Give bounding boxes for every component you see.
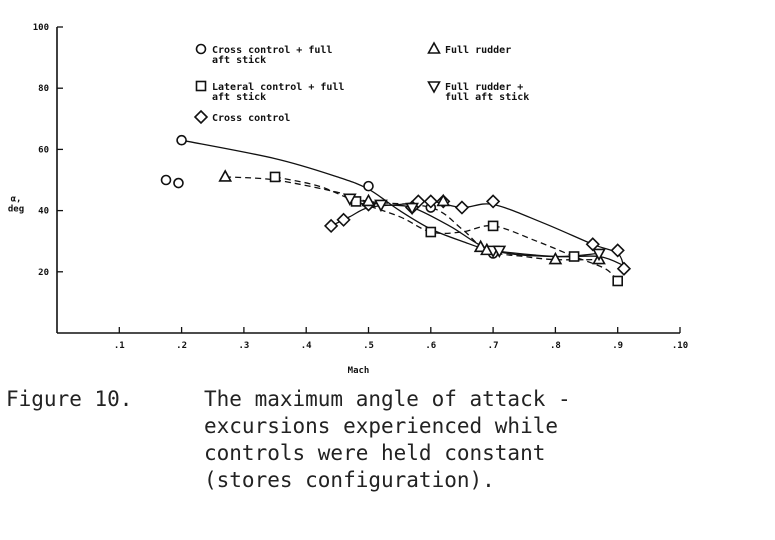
series-curve-1 (182, 140, 624, 266)
x-tick-label: .5 (363, 341, 374, 351)
data-point-diamond (338, 214, 350, 226)
y-tick-label: 20 (38, 267, 49, 278)
data-point-triangle-up (220, 171, 231, 181)
legend-label: aft stick (212, 55, 267, 66)
figure-caption (6, 386, 766, 494)
x-tick-label: .7 (487, 341, 499, 351)
data-point-square (613, 276, 622, 285)
data-point-circle (177, 136, 186, 145)
data-point-triangle-up (550, 254, 561, 264)
data-point-square (489, 221, 498, 230)
x-tick-label: .3 (238, 341, 250, 351)
data-point-circle (364, 182, 373, 191)
x-axis-title: Mach (347, 366, 370, 376)
data-point-diamond (456, 202, 468, 214)
y-tick-label: 60 (38, 145, 49, 156)
data-point-diamond (587, 238, 599, 250)
x-tick-label: .9 (612, 341, 624, 351)
data-point-square (570, 252, 579, 261)
data-point-square (426, 228, 435, 237)
y-axis-title: deg (7, 204, 25, 215)
legend-label: Lateral control + full (212, 82, 345, 93)
legend-label: Cross control (212, 113, 291, 124)
y-tick-label: 100 (32, 23, 49, 33)
chart-legend (195, 43, 529, 124)
legend-label: Cross control + full (212, 45, 333, 56)
x-tick-label: .6 (425, 341, 437, 351)
legend-marker-triangle-down (429, 82, 440, 92)
data-point-circle (174, 179, 183, 188)
data-point-triangle-down (594, 249, 605, 259)
legend-marker-diamond (195, 111, 207, 123)
legend-marker-triangle-up (429, 43, 440, 53)
data-point-square (271, 172, 280, 181)
series-curve-2 (275, 177, 618, 281)
x-tick-label: .10 (671, 341, 689, 351)
series-markers (162, 136, 630, 286)
legend-marker-square (197, 82, 206, 91)
legend-label: Full rudder + (445, 82, 524, 93)
x-tick-label: .8 (549, 341, 561, 351)
x-tick-label: .4 (300, 341, 312, 351)
data-point-diamond (618, 263, 630, 275)
legend-label: Full rudder (445, 45, 512, 56)
y-axis-title: α, (10, 194, 22, 205)
caption-text: The maximum angle of attack - excursions experienced while controls were held constant (stores configuration). (204, 387, 571, 492)
data-point-circle (162, 176, 171, 185)
legend-label: full aft stick (445, 92, 530, 103)
data-point-diamond (612, 244, 624, 256)
x-tick-label: .2 (176, 341, 188, 351)
y-tick-label: 80 (38, 84, 49, 95)
data-point-diamond (325, 220, 337, 232)
series-curve-5 (350, 198, 599, 256)
y-tick-label: 40 (38, 206, 49, 217)
caption-label: Figure 10. (6, 387, 133, 411)
legend-label: aft stick (212, 92, 267, 103)
x-tick-label: .1 (113, 341, 125, 351)
legend-marker-circle (197, 45, 206, 54)
